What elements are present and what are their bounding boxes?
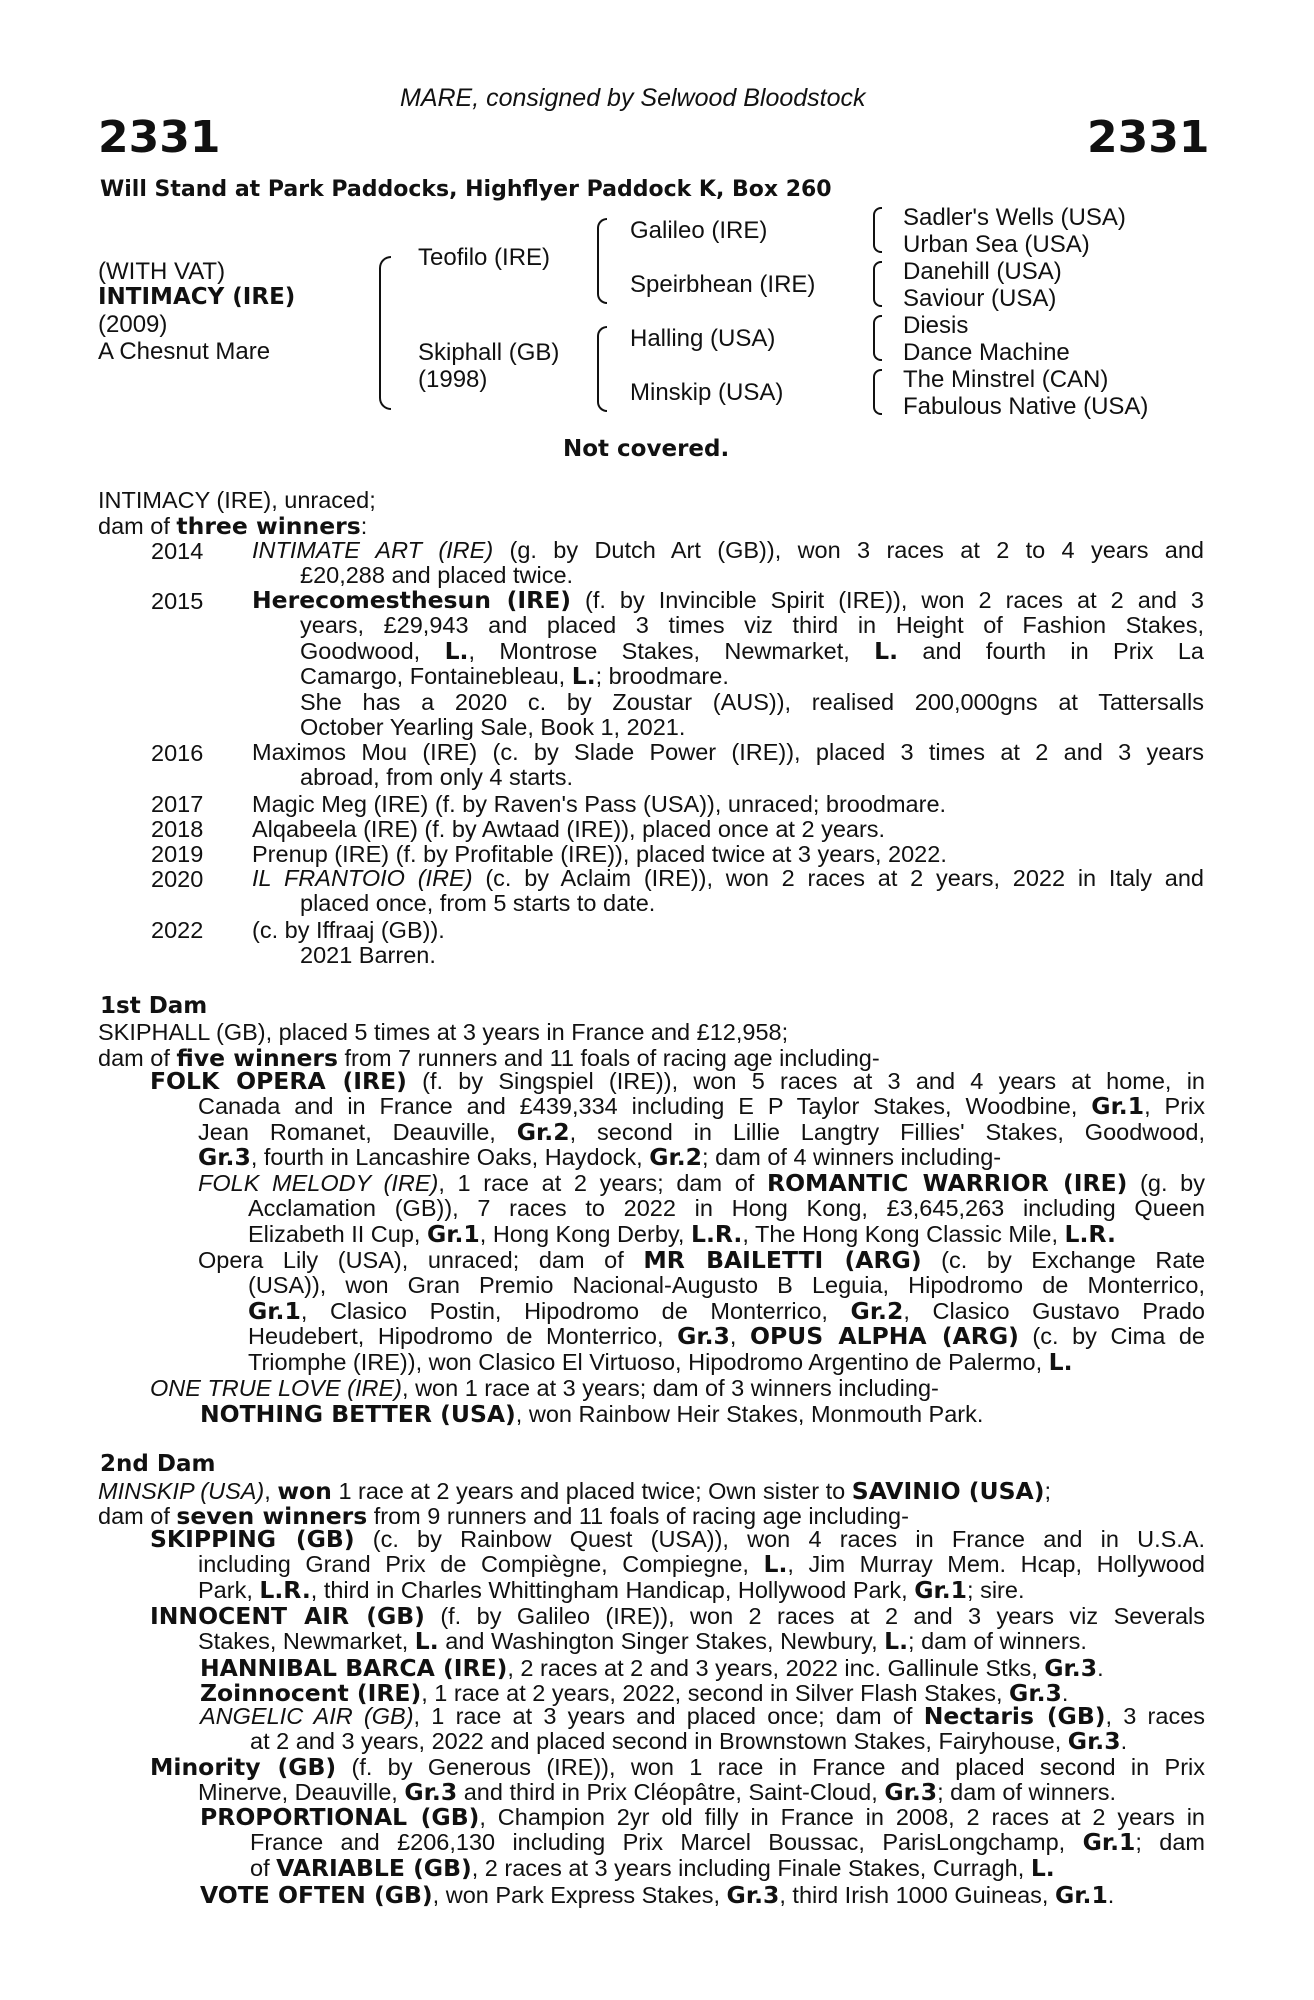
text: . — [1061, 1680, 1069, 1706]
text: Goodwood, — [300, 637, 445, 664]
winner-name: VARIABLE (GB) — [276, 1853, 472, 1882]
text: , Clasico Gustavo Prado — [903, 1297, 1205, 1324]
text: : — [360, 513, 368, 539]
second-dam-line — [98, 1477, 1051, 1505]
text: , 1 race at 2 years; dam of — [438, 1170, 767, 1196]
horse-name: INTIMACY (IRE) — [98, 284, 296, 310]
text: , third Irish 1000 Guineas, — [779, 1882, 1055, 1908]
text: , 2 races at 2 and 3 years, 2022 inc. Gallinule Stks, — [507, 1655, 1045, 1681]
second-dam-heading: 2nd Dam — [100, 1451, 216, 1477]
year-2018: 2018 — [151, 816, 204, 842]
brace-sire-dam — [379, 256, 391, 410]
grade: Gr.1 — [1091, 1092, 1145, 1121]
text: Jean Romanet, Deauville, — [198, 1118, 517, 1145]
winner-name: ROMANTIC WARRIOR (IRE) — [766, 1169, 1128, 1197]
text: abroad, from only 4 starts. — [300, 764, 573, 791]
text: , — [729, 1323, 750, 1350]
text: She has a 2020 c. by Zoustar (AUS)), realised 200,000gns at Tattersalls — [300, 688, 1204, 715]
text: , third in Charles Whittingham Handicap, Hollywood Park, — [310, 1576, 915, 1603]
year-2015: 2015 — [151, 588, 204, 614]
angelic-air-entry — [200, 1704, 1205, 1755]
winner-name: PROPORTIONAL (GB) — [200, 1803, 480, 1831]
text: Elizabeth II Cup, — [248, 1220, 427, 1247]
produce-2022: (c. by Iffraaj (GB)). — [252, 917, 445, 943]
text: October Yearling Sale, Book 1, 2021. — [300, 713, 686, 740]
grade: Gr.3 — [1044, 1654, 1098, 1682]
text: (c. by Rainbow Quest (USA)), won 4 races in France and in U.S.A. — [354, 1526, 1205, 1552]
produce-2017: Magic Meg (IRE) (f. by Raven's Pass (USA)), unraced; broodmare. — [252, 791, 947, 817]
folk-melody-entry — [198, 1171, 1205, 1247]
brace-sire-parents — [597, 218, 607, 304]
text: 1 race at 2 years and placed twice; Own sister to — [331, 1478, 852, 1504]
grade: Gr.1 — [248, 1296, 301, 1325]
nothing-better-entry — [200, 1400, 983, 1428]
dam-year: (1998) — [418, 366, 488, 393]
text: , won 1 race at 3 years; dam of 3 winners including- — [402, 1375, 939, 1401]
text: (c. by Exchange Rate — [921, 1247, 1206, 1273]
text: £20,288 and placed twice. — [300, 562, 574, 589]
text: , Prix — [1144, 1093, 1205, 1120]
text: , 1 race at 3 years and placed once; dam of — [413, 1703, 924, 1729]
text: . — [1107, 1882, 1115, 1908]
winner-name: Nectaris (GB) — [923, 1702, 1106, 1730]
grade: Gr.1 — [1054, 1881, 1108, 1909]
produce-2014 — [252, 538, 1204, 589]
grade: L. — [874, 636, 899, 665]
year-2016: 2016 — [151, 740, 204, 766]
gg-diesis: Diesis — [903, 312, 969, 339]
grade: Gr.3 — [726, 1881, 780, 1909]
winner-name: ONE TRUE LOVE (IRE) — [150, 1375, 403, 1401]
text: . — [1097, 1655, 1104, 1681]
text: , Jim Murray Mem. Hcap, Hollywood — [787, 1551, 1205, 1578]
folk-opera-entry — [150, 1069, 1205, 1171]
winner-name: VOTE OFTEN (GB) — [200, 1881, 433, 1909]
winner-name: Minority (GB) — [150, 1753, 337, 1781]
year-2020: 2020 — [151, 866, 204, 892]
sire: Teofilo (IRE) — [418, 244, 551, 271]
text: , fourth in Lancashire Oaks, Haydock, — [250, 1144, 650, 1171]
winner-name: MR BAILETTI (ARG) — [643, 1246, 922, 1274]
text: , 1 race at 2 years, 2022, second in Silver Flash Stakes, — [421, 1680, 1010, 1706]
text: Stakes, Newmarket, — [198, 1628, 415, 1655]
gg-fabulous-native: Fabulous Native (USA) — [903, 393, 1149, 420]
opera-lily-entry — [198, 1248, 1205, 1375]
text: Canada and in France and £439,334 including E P Taylor Stakes, Woodbine, — [198, 1093, 1092, 1120]
gg-danehill: Danehill (USA) — [903, 258, 1062, 285]
text: of — [250, 1854, 277, 1881]
text: Maximos Mou (IRE) (c. by Slade Power (IRE)), placed 3 times at 2 and 3 years — [252, 739, 1204, 765]
text: ; dam of winners. — [937, 1779, 1117, 1806]
gg-sadlers-wells: Sadler's Wells (USA) — [903, 204, 1126, 231]
grade: Gr.1 — [1082, 1828, 1136, 1857]
text: , The Hong Kong Classic Mile, — [742, 1220, 1065, 1247]
grade: Gr.3 — [677, 1322, 730, 1351]
brace-dam-parents — [597, 326, 607, 412]
winners-count: five winners — [176, 1044, 338, 1072]
first-dam-heading: 1st Dam — [100, 993, 208, 1019]
first-dam-line: SKIPHALL (GB), placed 5 times at 3 years in France and £12,958; — [98, 1019, 789, 1045]
winner-name: HANNIBAL BARCA (IRE) — [200, 1654, 508, 1682]
text: (USA)), won Gran Premio Nacional-Augusto B Leguia, Hipodromo de Monterrico, — [248, 1272, 1205, 1299]
text: (f. by Singspiel (IRE)), won 5 races at 3 and 4 years at home, in — [406, 1068, 1205, 1094]
winner-name: IL FRANTOIO (IRE) — [252, 865, 473, 891]
grade: L.R. — [259, 1575, 311, 1604]
text: (g. by Dutch Art (GB)), won 3 races at 2 to 4 years and — [493, 537, 1204, 563]
produce-2021-barren: 2021 Barren. — [300, 942, 436, 968]
winner-name: INNOCENT AIR (GB) — [150, 1602, 425, 1630]
skipping-entry — [150, 1527, 1205, 1603]
text: ; broodmare. — [595, 663, 729, 690]
produce-intro: INTIMACY (IRE), unraced; — [98, 487, 376, 513]
grade: Gr.3 — [1067, 1727, 1121, 1756]
text: (g. by — [1127, 1170, 1205, 1196]
grade: Gr.3 — [884, 1778, 938, 1807]
year-2019: 2019 — [151, 841, 204, 867]
dam: Skiphall (GB) — [418, 339, 560, 366]
text: from 7 runners and 11 foals of racing age including- — [337, 1045, 880, 1071]
horse-description: A Chesnut Mare — [98, 338, 271, 365]
text: , — [264, 1478, 278, 1504]
text: France and £206,130 including Prix Marcel Boussac, ParisLongchamp, — [250, 1829, 1083, 1856]
text: at 2 and 3 years, 2022 and placed second in Brownstown Stakes, Fairyhouse, — [250, 1728, 1068, 1755]
dam-sire: Halling (USA) — [630, 325, 776, 352]
text: Opera Lily (USA), unraced; dam of — [198, 1247, 644, 1273]
cover-status: Not covered. — [563, 436, 730, 462]
text: , 2 races at 3 years including Finale Stakes, Curragh, — [471, 1854, 1031, 1881]
text: years, £29,943 and placed 3 times viz third in Height of Fashion Stakes, — [300, 612, 1204, 639]
text: dam of — [98, 1503, 177, 1529]
text: , Montrose Stakes, Newmarket, — [468, 637, 875, 664]
stand-location: Will Stand at Park Paddocks, Highflyer Paddock K, Box 260 — [100, 177, 832, 202]
grade: L.R. — [1064, 1219, 1116, 1248]
grade: Gr.3 — [1009, 1679, 1062, 1707]
text: , 3 races — [1105, 1703, 1206, 1729]
text: Minerve, Deauville, — [198, 1779, 405, 1806]
grade: L. — [884, 1627, 909, 1656]
lot-number-left: 2331 — [98, 112, 221, 163]
grade: Gr.2 — [516, 1117, 570, 1146]
text: ; sire. — [967, 1576, 1025, 1603]
grade: Gr.1 — [426, 1219, 480, 1248]
text: from 9 runners and 11 foals of racing age including- — [367, 1503, 909, 1529]
minority-entry — [150, 1755, 1205, 1806]
grade: Gr.3 — [404, 1778, 458, 1807]
text: (c. by Cima de — [1018, 1323, 1205, 1350]
year-2017: 2017 — [151, 791, 204, 817]
innocent-air-entry — [150, 1604, 1205, 1655]
text: placed once, from 5 starts to date. — [300, 890, 656, 917]
text: Camargo, Fontainebleau, — [300, 663, 572, 690]
sire-sire: Galileo (IRE) — [630, 217, 768, 244]
winners-count: seven winners — [176, 1502, 368, 1530]
text: . — [1120, 1728, 1128, 1755]
winner-name: INTIMATE ART (IRE) — [252, 537, 494, 563]
vote-often-entry — [200, 1881, 1114, 1909]
dam-name: MINSKIP (USA) — [98, 1478, 265, 1504]
text: (c. by Aclaim (IRE)), won 2 races at 2 years, 2022 in Italy and — [472, 865, 1204, 891]
gg-dance-machine: Dance Machine — [903, 339, 1070, 366]
consignor-line: MARE, consigned by Selwood Bloodstock — [400, 84, 866, 112]
vat-note: (WITH VAT) — [98, 258, 226, 285]
gg-the-minstrel: The Minstrel (CAN) — [903, 366, 1109, 393]
grade: L. — [763, 1550, 788, 1579]
brace-gg1 — [873, 207, 882, 253]
produce-2019: Prenup (IRE) (f. by Profitable (IRE)), placed twice at 3 years, 2022. — [252, 841, 947, 867]
text: , Champion 2yr old filly in France in 2008, 2 races at 2 years in — [479, 1804, 1206, 1830]
gg-urban-sea: Urban Sea (USA) — [903, 231, 1090, 258]
grade: L. — [1048, 1347, 1073, 1376]
text: won — [277, 1477, 332, 1505]
produce-dam-of — [98, 512, 367, 540]
text: and fourth in Prix La — [898, 637, 1204, 664]
text: (f. by Invincible Spirit (IRE)), won 2 races at 2 and 3 — [571, 587, 1204, 613]
grade: L. — [571, 662, 596, 691]
produce-2015 — [252, 588, 1204, 740]
text: (f. by Galileo (IRE)), won 2 races at 2 and 3 years viz Severals — [424, 1603, 1205, 1629]
winner-name: FOLK MELODY (IRE) — [198, 1170, 439, 1196]
winner-name: Zoinnocent (IRE) — [200, 1679, 422, 1707]
year-2022: 2022 — [151, 917, 204, 943]
text: ; dam of 4 winners including- — [702, 1144, 1002, 1171]
text: , Hong Kong Derby, — [479, 1220, 691, 1247]
grade: L. — [414, 1627, 439, 1656]
hannibal-barca-entry — [200, 1654, 1104, 1682]
text: and third in Prix Cléopâtre, Saint-Cloud, — [457, 1779, 885, 1806]
text: , Clasico Postin, Hipodromo de Monterrico, — [300, 1297, 851, 1324]
winner-name: NOTHING BETTER (USA) — [200, 1400, 516, 1428]
text: Triomphe (IRE)), won Clasico El Virtuoso, Hipodromo Argentino de Palermo, — [248, 1348, 1049, 1375]
lot-number-right: 2331 — [1087, 112, 1210, 163]
horse-year: (2009) — [98, 311, 168, 338]
winner-name: ANGELIC AIR (GB) — [200, 1703, 414, 1729]
winner-name: SKIPPING (GB) — [150, 1525, 355, 1553]
text: , second in Lillie Langtry Fillies' Stakes, Goodwood, — [569, 1118, 1205, 1145]
text: dam of — [98, 513, 177, 539]
text: Park, — [198, 1576, 260, 1603]
text: Acclamation (GB)), 7 races to 2022 in Hong Kong, £3,645,263 including Queen — [248, 1195, 1205, 1222]
text: dam of — [98, 1045, 177, 1071]
winner-name: Herecomesthesun (IRE) — [252, 586, 571, 614]
text: Heudebert, Hipodromo de Monterrico, — [248, 1323, 678, 1350]
text: including Grand Prix de Compiègne, Compiegne, — [198, 1551, 764, 1578]
produce-2016 — [252, 740, 1204, 791]
gg-saviour: Saviour (USA) — [903, 285, 1057, 312]
winners-count: three winners — [176, 512, 361, 540]
text: ; dam — [1135, 1829, 1205, 1856]
year-2014: 2014 — [151, 538, 204, 564]
dam-dam: Minskip (USA) — [630, 379, 784, 406]
grade: L. — [444, 636, 469, 665]
text: (f. by Generous (IRE)), won 1 race in France and placed second in Prix — [336, 1754, 1205, 1780]
text: , won Rainbow Heir Stakes, Monmouth Park. — [515, 1401, 984, 1427]
produce-2020 — [252, 866, 1204, 917]
grade: L.R. — [690, 1219, 743, 1248]
grade: Gr.3 — [198, 1143, 251, 1172]
brace-gg2 — [873, 261, 882, 307]
proportional-entry — [200, 1805, 1205, 1881]
grade: Gr.1 — [914, 1575, 968, 1604]
produce-2018: Alqabeela (IRE) (f. by Awtaad (IRE)), placed once at 2 years. — [252, 816, 886, 842]
winner-name: SAVINIO (USA) — [851, 1477, 1045, 1505]
text: ; dam of winners. — [908, 1628, 1087, 1655]
winner-name: OPUS ALPHA (ARG) — [749, 1322, 1019, 1351]
text: , won Park Express Stakes, — [432, 1882, 727, 1908]
one-true-love-entry — [150, 1375, 939, 1402]
brace-gg4 — [873, 369, 882, 415]
grade: L. — [1030, 1853, 1055, 1882]
sire-dam: Speirbhean (IRE) — [630, 271, 816, 298]
winner-name: FOLK OPERA (IRE) — [150, 1067, 407, 1095]
brace-gg3 — [873, 315, 882, 361]
text: and Washington Singer Stakes, Newbury, — [438, 1628, 885, 1655]
text: ; — [1044, 1478, 1052, 1504]
grade: Gr.2 — [649, 1143, 703, 1172]
grade: Gr.2 — [850, 1296, 904, 1325]
